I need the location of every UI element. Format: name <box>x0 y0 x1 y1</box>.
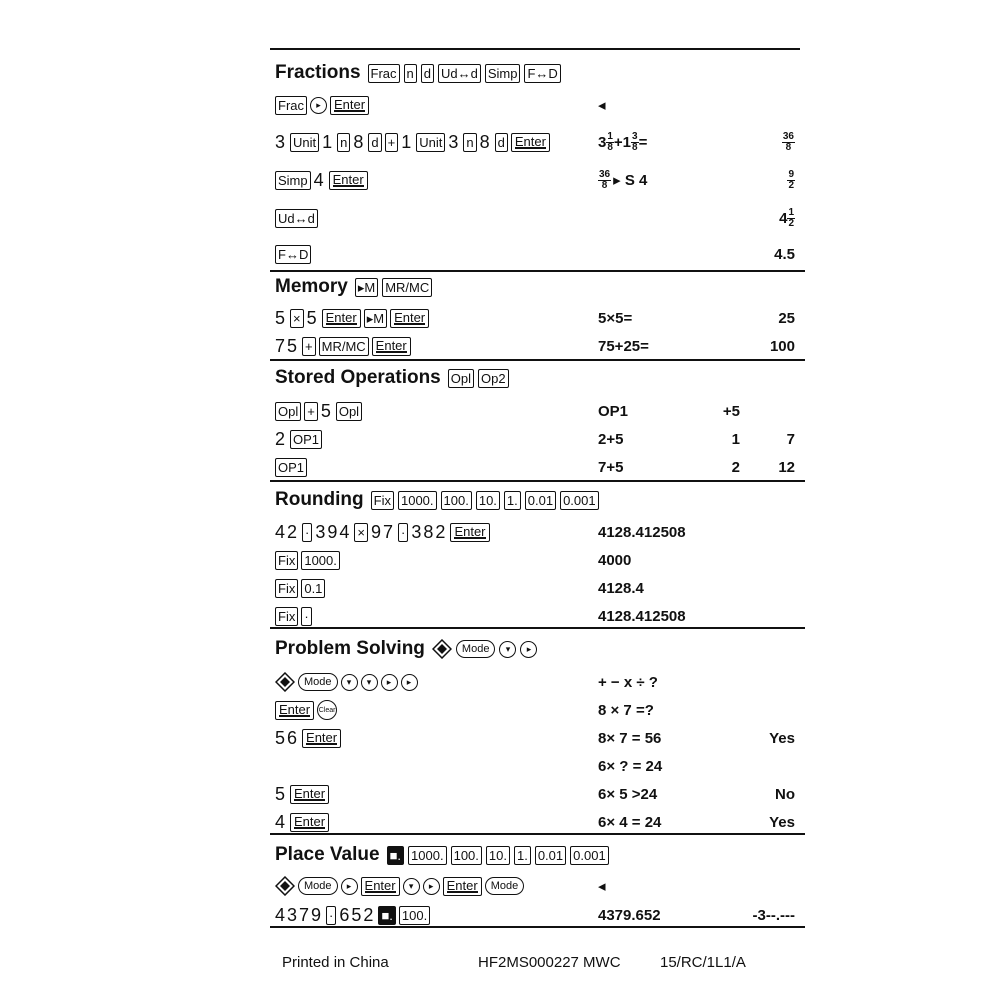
stored-ops-result: 12 <box>778 458 795 476</box>
rounding-display: 4128.412508 <box>598 523 686 541</box>
memory-header <box>0 273 1000 301</box>
place-value-header <box>0 841 1000 869</box>
memory-result: 25 <box>778 309 795 327</box>
arrow-right-icon: ▸ <box>520 641 537 658</box>
problem-solving-row-1 <box>0 668 1000 696</box>
place-0001-key: 0.001 <box>560 491 599 510</box>
place-10-key: 10. <box>486 846 510 865</box>
diamond-icon <box>275 876 295 896</box>
op1-key: OP1 <box>275 458 307 477</box>
op2-key: Op2 <box>478 369 509 388</box>
store-memory-key: ▸M <box>355 278 378 297</box>
fractions-title: Fractions <box>275 62 361 83</box>
fix-key: Fix <box>371 491 394 510</box>
op1-key: Opl <box>275 402 301 421</box>
place-value-row-2: 4379 · 652 ■. 100. 4379.652 -3--.--- <box>0 901 1000 929</box>
arrow-down-icon: ▾ <box>403 878 420 895</box>
mode-key: Mode <box>298 877 338 895</box>
enter-key: Enter <box>372 337 411 356</box>
fractions-row-1: 3 Unit 1 n 8 d + 1 Unit 3 n 8 d Enter 3 $\frac{1}{8}$ +1 $\frac{3}{8}$ = $\frac{36}{8}$ <box>0 128 1000 156</box>
place-1-key: 1. <box>504 491 521 510</box>
place-value-title: Place Value <box>275 844 380 865</box>
place-value-row-1 <box>0 872 1000 900</box>
place-1000-key: 1000. <box>398 491 437 510</box>
problem-display: 8 × 7 =? <box>598 701 654 719</box>
enter-key: Enter <box>450 523 489 542</box>
footer-code: HF2MS000227 MWC <box>478 953 621 971</box>
enter-key: Enter <box>275 701 314 720</box>
fractions-row-0 <box>0 91 1000 119</box>
stored-ops-title: Stored Operations <box>275 367 441 388</box>
mode-key: Mode <box>298 673 338 691</box>
enter-key: Enter <box>302 729 341 748</box>
fraction-result: $\frac{9}{2}$ <box>788 168 794 191</box>
rounding-row-4 <box>0 602 1000 630</box>
op1-key: Opl <box>448 369 474 388</box>
decimal-key: · <box>326 906 336 925</box>
mr-mc-key: MR/MC <box>319 337 369 356</box>
place-value-result: -3--.--- <box>752 906 795 924</box>
stored-ops-result: 7 <box>786 430 795 448</box>
stored-ops-display: 2+5 <box>598 430 624 448</box>
enter-key: Enter <box>361 877 400 896</box>
enter-key: Enter <box>443 877 482 896</box>
place-01-key: 0.1 <box>301 579 325 598</box>
fractions-row-2: Simp 4 Enter $\frac{36}{8}$ ▸ S 4 $\frac{9}{2}$ <box>0 166 1000 194</box>
enter-key: Enter <box>290 785 329 804</box>
plus-key: + <box>302 337 316 356</box>
place-1000-key: 1000. <box>408 846 447 865</box>
memory-title: Memory <box>275 276 348 297</box>
place-10-key: 10. <box>476 491 500 510</box>
arrow-right-icon: ▸ <box>401 674 418 691</box>
frac-key: Frac <box>368 64 400 83</box>
clear-key: Clear <box>317 700 337 720</box>
place-100-key: 100. <box>451 846 482 865</box>
place-value-key: ■. <box>387 846 404 865</box>
simp-key: Simp <box>485 64 521 83</box>
enter-key: Enter <box>329 171 368 190</box>
plus-key: + <box>304 402 318 421</box>
problem-result: No <box>775 785 795 803</box>
stored-ops-display: 7+5 <box>598 458 624 476</box>
plus-key: + <box>385 133 399 152</box>
problem-solving-title: Problem Solving <box>275 638 425 659</box>
fraction-display: $\frac{36}{8}$ ▸ S 4 <box>599 168 648 191</box>
enter-key: Enter <box>290 813 329 832</box>
problem-result: Yes <box>769 729 795 747</box>
stored-ops-counter: 1 <box>731 430 740 448</box>
divider-top <box>270 48 800 50</box>
multiply-key: × <box>290 309 304 328</box>
multiply-key: × <box>354 523 368 542</box>
problem-result: Yes <box>769 813 795 831</box>
memory-display: 75+25= <box>598 337 649 355</box>
simp-key: Simp <box>275 171 311 190</box>
fraction-result: $\frac{36}{8}$ <box>782 130 794 153</box>
footer-printed-in: Printed in China <box>282 953 389 971</box>
ud-toggle-key: Ud↔d <box>438 64 481 83</box>
fix-key: Fix <box>275 551 298 570</box>
rounding-row-3 <box>0 574 1000 602</box>
arrow-down-icon: ▾ <box>341 674 358 691</box>
f-d-key: F↔D <box>275 245 311 264</box>
stored-ops-row-2: 2 OP1 2+5 1 7 <box>0 425 1000 453</box>
enter-key: Enter <box>511 133 550 152</box>
rounding-display: 4128.412508 <box>598 607 686 625</box>
enter-key: Enter <box>330 96 369 115</box>
rounding-row-2 <box>0 546 1000 574</box>
footer-revision: 15/RC/1L1/A <box>660 953 746 971</box>
decimal-key: · <box>301 607 311 626</box>
arrow-right-icon: ▸ <box>381 674 398 691</box>
stored-ops-header <box>0 364 1000 392</box>
place-001-key: 0.01 <box>535 846 566 865</box>
problem-solving-row-6: 4 Enter 6× 4 = 24 Yes <box>0 808 1000 836</box>
place-100-key: 100. <box>441 491 472 510</box>
rounding-title: Rounding <box>275 489 364 510</box>
d-key: d <box>368 133 381 152</box>
n-key: n <box>404 64 417 83</box>
fix-key: Fix <box>275 579 298 598</box>
operation-select-display: + − x ÷ ? <box>598 673 658 691</box>
fractions-header <box>0 59 1000 87</box>
diamond-icon <box>432 639 452 659</box>
fractions-row-3 <box>0 204 1000 232</box>
store-memory-key: ▸M <box>364 309 387 328</box>
rounding-display: 4128.4 <box>598 579 644 597</box>
f-d-key: F↔D <box>524 64 560 83</box>
enter-key: Enter <box>390 309 429 328</box>
memory-display: 5×5= <box>598 309 633 327</box>
arrow-right-icon: ▸ <box>423 878 440 895</box>
mr-mc-key: MR/MC <box>382 278 432 297</box>
memory-result: 100 <box>769 337 795 355</box>
stored-ops-counter: +5 <box>722 402 740 420</box>
arrow-down-icon: ▾ <box>361 674 378 691</box>
arrow-right-icon: ▸ <box>310 97 327 114</box>
decimal-key: · <box>302 523 312 542</box>
ud-toggle-key: Ud↔d <box>275 209 318 228</box>
divider-memory <box>270 270 805 272</box>
problem-solving-row-2 <box>0 696 1000 724</box>
stored-ops-row-3 <box>0 453 1000 481</box>
problem-display: 8× 7 = 56 <box>598 729 662 747</box>
enter-key: Enter <box>322 309 361 328</box>
op1-key: Opl <box>336 402 362 421</box>
rounding-header <box>0 486 1000 514</box>
problem-display: 6× 4 = 24 <box>598 813 662 831</box>
stored-ops-counter: 2 <box>731 458 740 476</box>
frac-key: Frac <box>275 96 307 115</box>
mode-key: Mode <box>485 877 525 895</box>
display-cursor-left: ◂ <box>598 97 606 114</box>
place-100-key: 100. <box>399 906 430 925</box>
memory-row-2: 75 + MR/MC Enter 75+25= 100 <box>0 332 1000 360</box>
place-1000-key: 1000. <box>301 551 340 570</box>
fraction-display: 3 $\frac{1}{8}$ +1 $\frac{3}{8}$ = <box>598 130 648 153</box>
diamond-icon <box>275 672 295 692</box>
unit-key: Unit <box>290 133 319 152</box>
decimal-key: · <box>398 523 408 542</box>
place-0001-key: 0.001 <box>570 846 609 865</box>
arrow-right-icon: ▸ <box>341 878 358 895</box>
stored-ops-display: OP1 <box>598 402 629 420</box>
place-1-key: 1. <box>514 846 531 865</box>
place-001-key: 0.01 <box>525 491 556 510</box>
problem-solving-row-3: 56 Enter 8× 7 = 56 Yes <box>0 724 1000 752</box>
n-key: n <box>337 133 350 152</box>
place-value-key: ■. <box>378 906 395 925</box>
mode-key: Mode <box>456 640 496 658</box>
problem-solving-row-4 <box>0 752 1000 780</box>
decimal-result: 4.5 <box>774 245 795 263</box>
d-key: d <box>421 64 434 83</box>
rounding-row-1: 42 · 394 × 97 · 382 Enter 4128.412508 <box>0 518 1000 546</box>
display-cursor-left: ◂ <box>598 878 606 895</box>
problem-solving-row-5: 5 Enter 6× 5 >24 No <box>0 780 1000 808</box>
unit-key: Unit <box>416 133 445 152</box>
fix-key: Fix <box>275 607 298 626</box>
place-value-display: 4379.652 <box>598 906 661 924</box>
fraction-result: 4 $\frac{1}{2}$ <box>779 206 794 229</box>
op1-key: OP1 <box>290 430 322 449</box>
problem-display: 6× ? = 24 <box>598 757 663 775</box>
fractions-row-4 <box>0 240 1000 268</box>
rounding-display: 4000 <box>598 551 632 569</box>
d-key: d <box>495 133 508 152</box>
arrow-down-icon: ▾ <box>499 641 516 658</box>
problem-display: 6× 5 >24 <box>598 785 658 803</box>
stored-ops-row-1: Opl + 5 Opl OP1 +5 <box>0 397 1000 425</box>
problem-solving-header <box>0 635 1000 663</box>
n-key: n <box>463 133 476 152</box>
memory-row-1: 5 × 5 Enter ▸M Enter 5×5= 25 <box>0 304 1000 332</box>
